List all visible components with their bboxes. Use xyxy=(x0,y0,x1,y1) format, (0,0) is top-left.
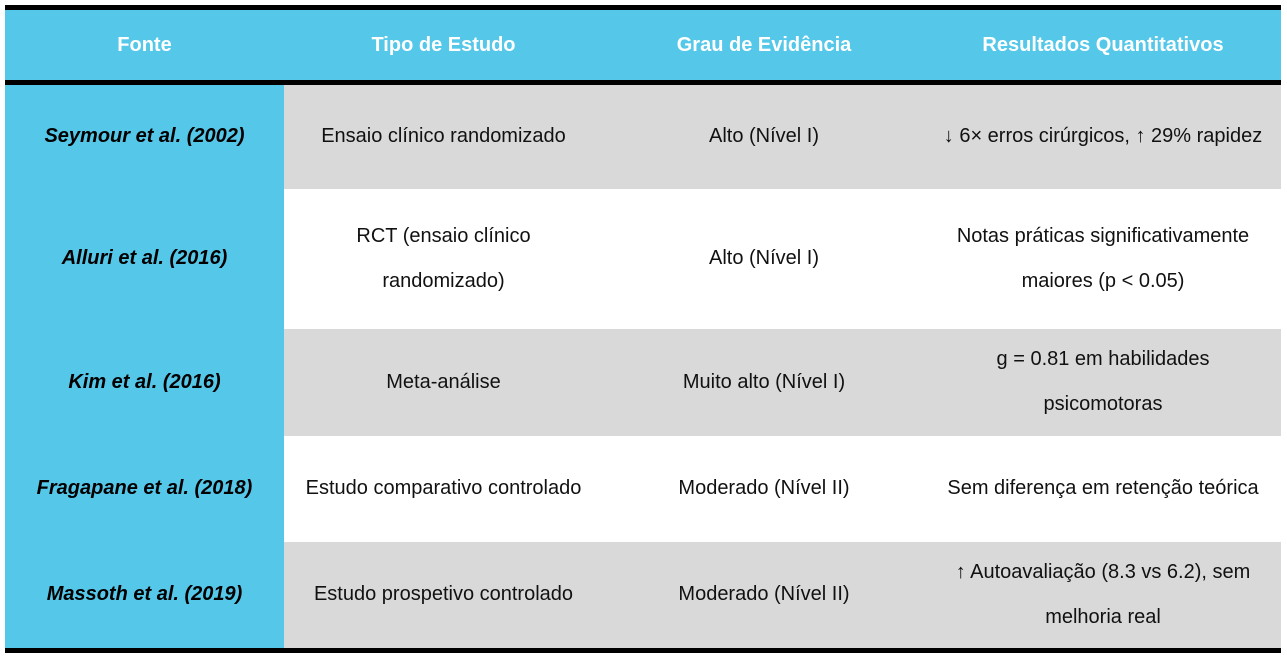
row-evidence: Alto (Nível I) xyxy=(603,83,925,189)
row-evidence: Muito alto (Nível I) xyxy=(603,329,925,436)
header-source: Fonte xyxy=(5,10,284,83)
row-study-type: Estudo comparativo controlado xyxy=(284,436,603,542)
table-row xyxy=(5,83,1281,189)
row-source: Alluri et al. (2016) xyxy=(5,189,284,329)
row-results: Notas práticas significativamente maiores (p < 0.05) xyxy=(925,189,1281,329)
row-results: g = 0.81 em habilidades psicomotoras xyxy=(925,329,1281,436)
row-source: Fragapane et al. (2018) xyxy=(5,436,284,542)
row-study-type: Estudo prospetivo controlado xyxy=(284,542,603,648)
row-source: Massoth et al. (2019) xyxy=(5,542,284,648)
row-source: Kim et al. (2016) xyxy=(5,329,284,436)
header-study-type: Tipo de Estudo xyxy=(284,10,603,83)
table-row xyxy=(5,189,1281,329)
evidence-table-grid xyxy=(5,10,1281,648)
row-results: ↑ Autoavaliação (8.3 vs 6.2), sem melhoria real xyxy=(925,542,1281,648)
header-results: Resultados Quantitativos xyxy=(925,10,1281,83)
row-study-type: Meta-análise xyxy=(284,329,603,436)
table-row xyxy=(5,436,1281,542)
row-source: Seymour et al. (2002) xyxy=(5,83,284,189)
table-body xyxy=(5,83,1281,648)
header-row xyxy=(5,10,1281,83)
table-header xyxy=(5,10,1281,83)
header-evidence: Grau de Evidência xyxy=(603,10,925,83)
evidence-table xyxy=(5,5,1281,653)
row-evidence: Alto (Nível I) xyxy=(603,189,925,329)
row-study-type: Ensaio clínico randomizado xyxy=(284,83,603,189)
table-row xyxy=(5,329,1281,436)
row-evidence: Moderado (Nível II) xyxy=(603,436,925,542)
row-evidence: Moderado (Nível II) xyxy=(603,542,925,648)
row-results: Sem diferença em retenção teórica xyxy=(925,436,1281,542)
row-study-type: RCT (ensaio clínico randomizado) xyxy=(284,189,603,329)
table-row xyxy=(5,542,1281,648)
row-results: ↓ 6× erros cirúrgicos, ↑ 29% rapidez xyxy=(925,83,1281,189)
